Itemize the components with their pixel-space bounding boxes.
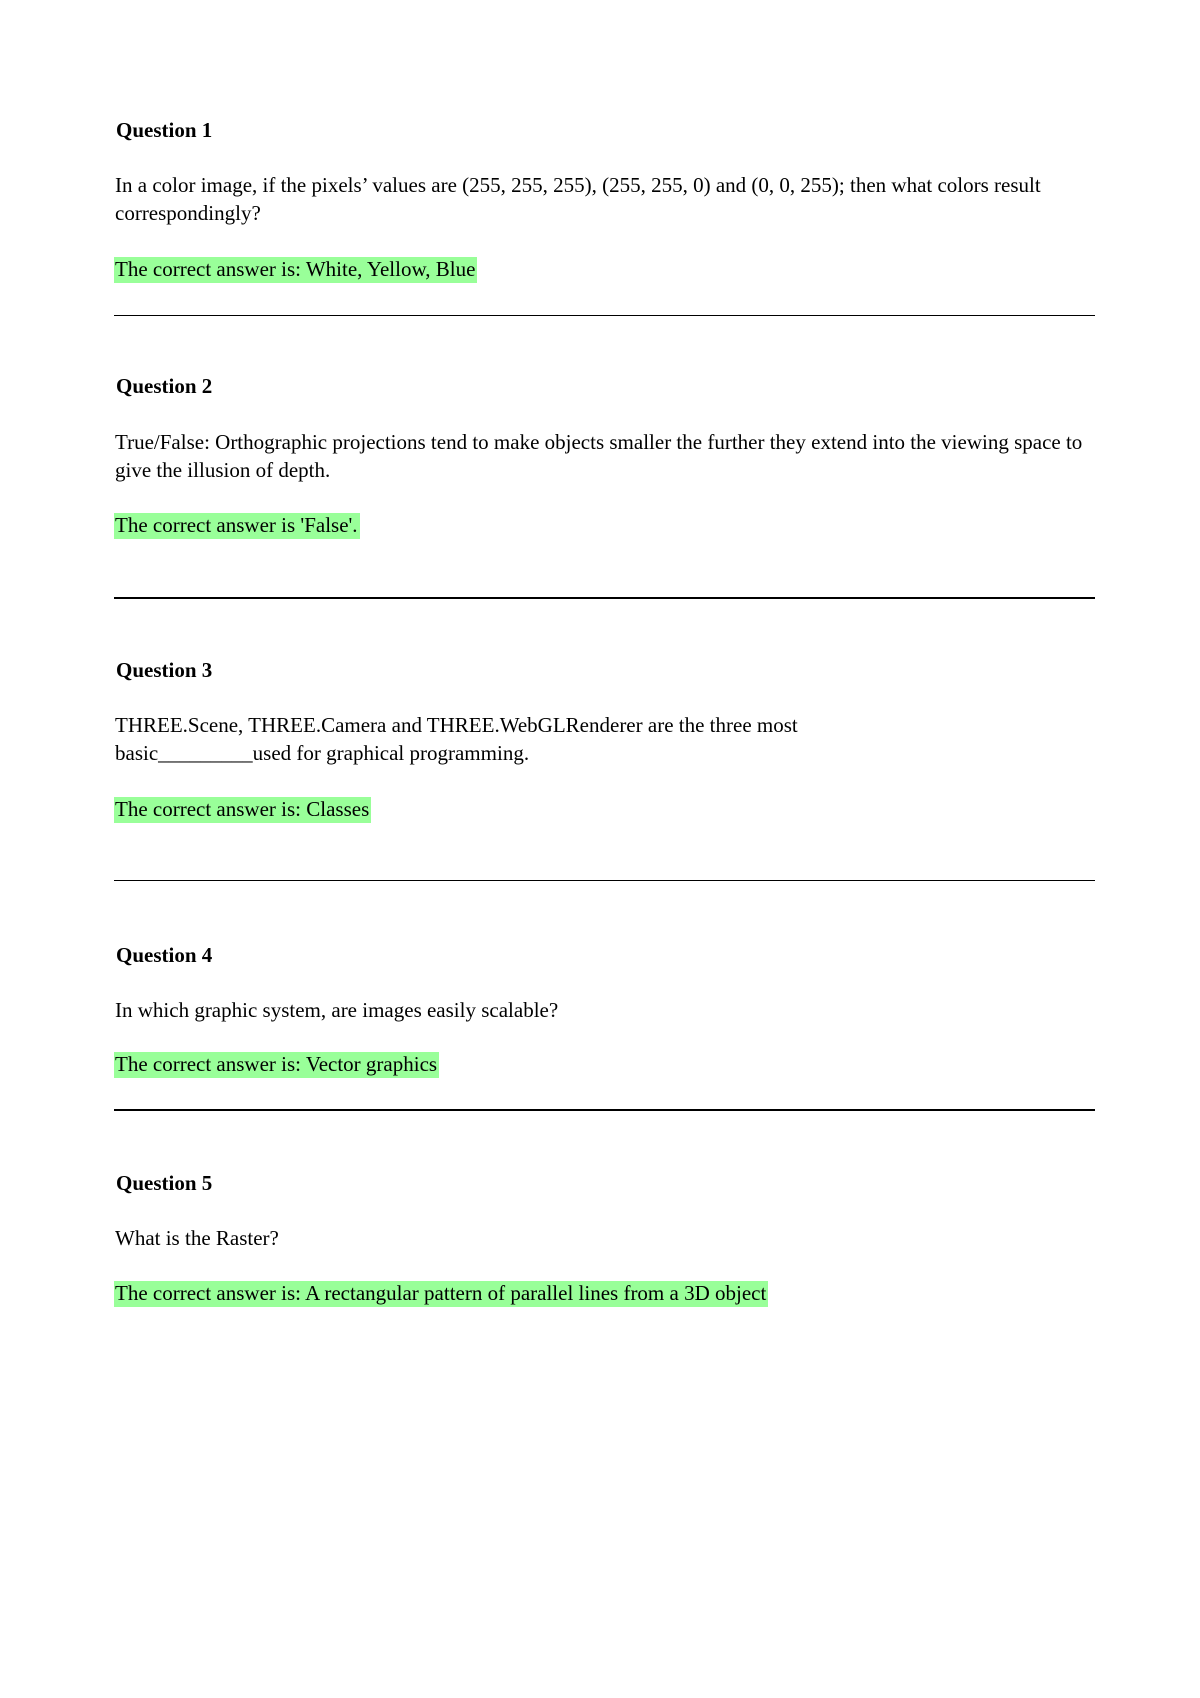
divider-2 <box>114 597 1095 599</box>
question-1-answer-highlight: The correct answer is: White, Yellow, Blue <box>115 257 476 281</box>
question-5-text: What is the Raster? <box>115 1226 279 1250</box>
divider-3 <box>114 880 1095 881</box>
question-4-title: Question 4 <box>116 943 213 967</box>
question-3-title: Question 3 <box>116 658 213 682</box>
divider-4 <box>114 1109 1095 1111</box>
question-4-answer <box>114 1051 439 1077</box>
question-3-text-line-2: basic_________used for graphical programming. <box>115 741 530 765</box>
question-3-text-line-1: THREE.Scene, THREE.Camera and THREE.WebGLRenderer are the three most <box>115 713 798 737</box>
question-1-text: In a color image, if the pixels’ values are (255, 255, 255), (255, 255, 0) and (0, 0, 255); then what colors result correspondingly? <box>115 173 1041 225</box>
question-4-text: In which graphic system, are images easily scalable? <box>115 998 559 1022</box>
question-2-text: True/False: Orthographic projections tend to make objects smaller the further they extend into the viewing space to give the illusion of depth. <box>115 430 1083 482</box>
divider-1 <box>114 315 1095 316</box>
question-4-answer-highlight: The correct answer is: Vector graphics <box>115 1052 438 1076</box>
question-5-title: Question 5 <box>116 1171 213 1195</box>
question-2-title: Question 2 <box>116 374 213 398</box>
question-3-text <box>115 711 1095 767</box>
question-1-answer <box>114 256 477 282</box>
question-3-answer-highlight: The correct answer is: Classes <box>115 797 370 821</box>
question-2-answer <box>114 512 360 538</box>
question-3-answer <box>114 796 371 822</box>
question-5-answer-highlight: The correct answer is: A rectangular pattern of parallel lines from a 3D object <box>115 1281 767 1305</box>
question-1-title: Question 1 <box>116 118 213 142</box>
question-2-answer-highlight: The correct answer is 'False'. <box>115 513 358 537</box>
question-5-answer <box>114 1280 768 1306</box>
